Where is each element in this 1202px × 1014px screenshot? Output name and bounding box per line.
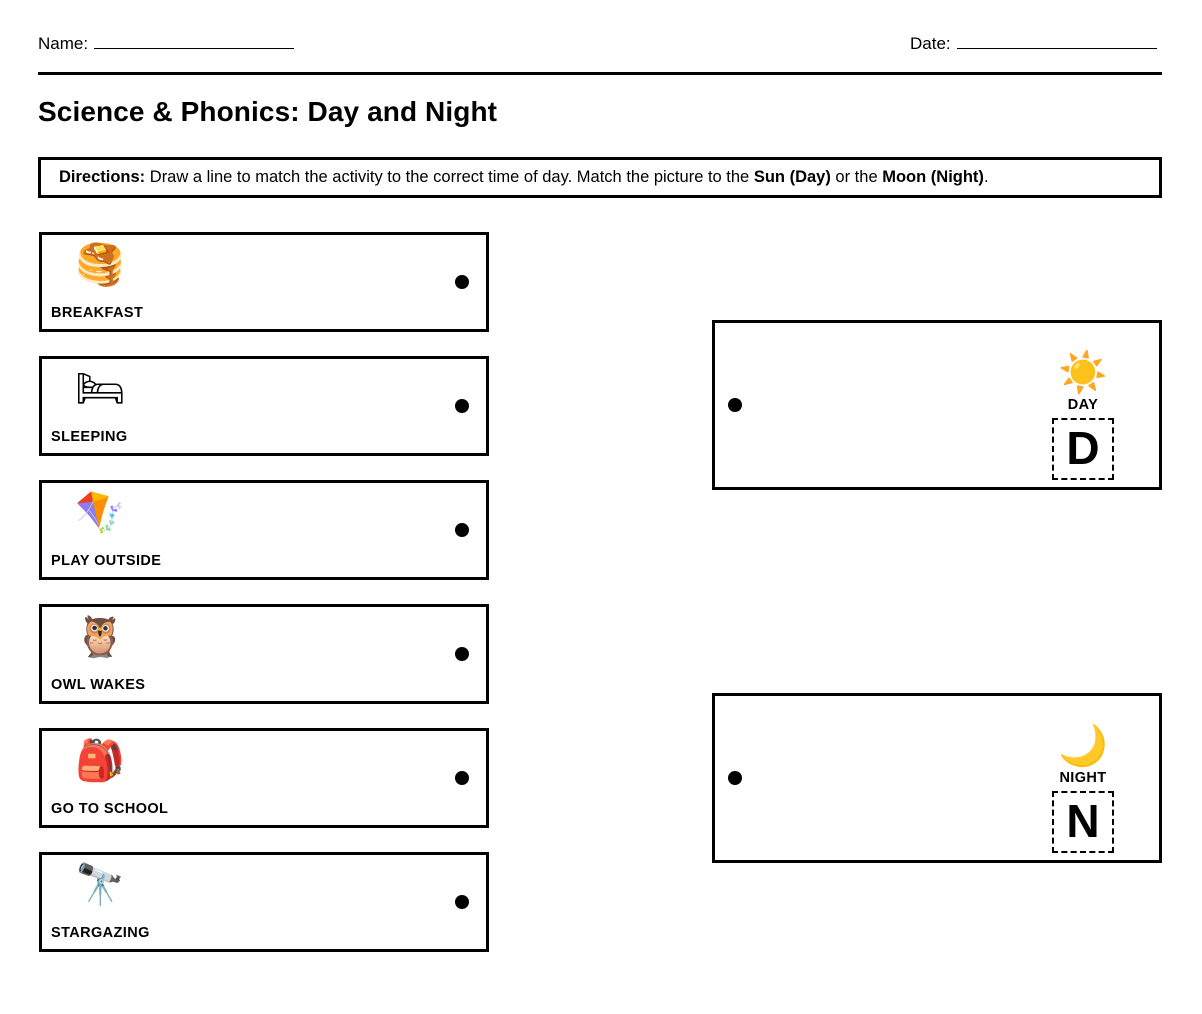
- name-field[interactable]: [38, 34, 294, 54]
- directions-body-1: Draw a line to match the activity to the correct time of day. Match the picture to the: [145, 167, 754, 186]
- match-dot[interactable]: [455, 275, 469, 289]
- activity-label: PLAY OUTSIDE: [51, 553, 162, 569]
- activity-label: SLEEPING: [51, 429, 128, 445]
- page-title: Science & Phonics: Day and Night: [38, 96, 498, 127]
- match-dot[interactable]: [728, 771, 742, 785]
- activity-label: GO TO SCHOOL: [51, 801, 169, 817]
- date-label: Date:: [910, 34, 951, 53]
- target-box-night[interactable]: [712, 693, 1162, 863]
- match-dot[interactable]: [728, 398, 742, 412]
- activity-label: STARGAZING: [51, 925, 150, 941]
- activity-label: OWL WAKES: [51, 677, 146, 693]
- activity-card-go-to-school[interactable]: [39, 728, 489, 828]
- activity-card-sleeping[interactable]: [39, 356, 489, 456]
- target-label: NIGHT: [1059, 770, 1107, 786]
- activity-card-owl-wakes[interactable]: [39, 604, 489, 704]
- sun-icon: ☀️: [1058, 350, 1108, 396]
- match-dot[interactable]: [455, 647, 469, 661]
- bed-icon: 🛏: [75, 366, 126, 412]
- activity-label: BREAKFAST: [51, 305, 144, 321]
- date-write-line[interactable]: [957, 47, 1157, 49]
- name-date-row: [38, 34, 1162, 64]
- trace-box-day[interactable]: [1052, 418, 1114, 480]
- directions-box: [38, 157, 1162, 198]
- trace-letter: N: [1066, 795, 1100, 847]
- pancakes-icon: 🥞: [75, 242, 125, 288]
- target-label: DAY: [1067, 397, 1099, 413]
- kite-icon: 🪁: [75, 490, 125, 536]
- directions-body-2: or the: [830, 167, 883, 186]
- directions-bold-sun: Sun (Day): [753, 167, 831, 186]
- name-label: Name:: [38, 34, 89, 53]
- header-divider: [38, 72, 1162, 75]
- match-dot[interactable]: [455, 895, 469, 909]
- activity-card-stargazing[interactable]: [39, 852, 489, 952]
- directions-body-3: .: [983, 167, 989, 186]
- activity-card-play-outside[interactable]: [39, 480, 489, 580]
- target-stack-day: [1028, 351, 1138, 480]
- moon-icon: 🌙: [1058, 723, 1108, 769]
- directions-bold-moon: Moon (Night): [882, 167, 984, 186]
- directions-text: [59, 168, 989, 188]
- target-box-day[interactable]: [712, 320, 1162, 490]
- match-dot[interactable]: [455, 771, 469, 785]
- backpack-icon: 🎒: [75, 738, 125, 784]
- trace-letter: D: [1066, 422, 1100, 474]
- owl-icon: 🦉: [75, 614, 125, 660]
- match-dot[interactable]: [455, 399, 469, 413]
- telescope-icon: 🔭: [75, 862, 125, 908]
- target-stack-night: [1028, 724, 1138, 853]
- name-write-line[interactable]: [94, 47, 294, 49]
- directions-prefix: Directions:: [59, 167, 146, 186]
- date-field[interactable]: [910, 34, 1157, 54]
- trace-box-night[interactable]: [1052, 791, 1114, 853]
- activity-card-breakfast[interactable]: [39, 232, 489, 332]
- match-dot[interactable]: [455, 523, 469, 537]
